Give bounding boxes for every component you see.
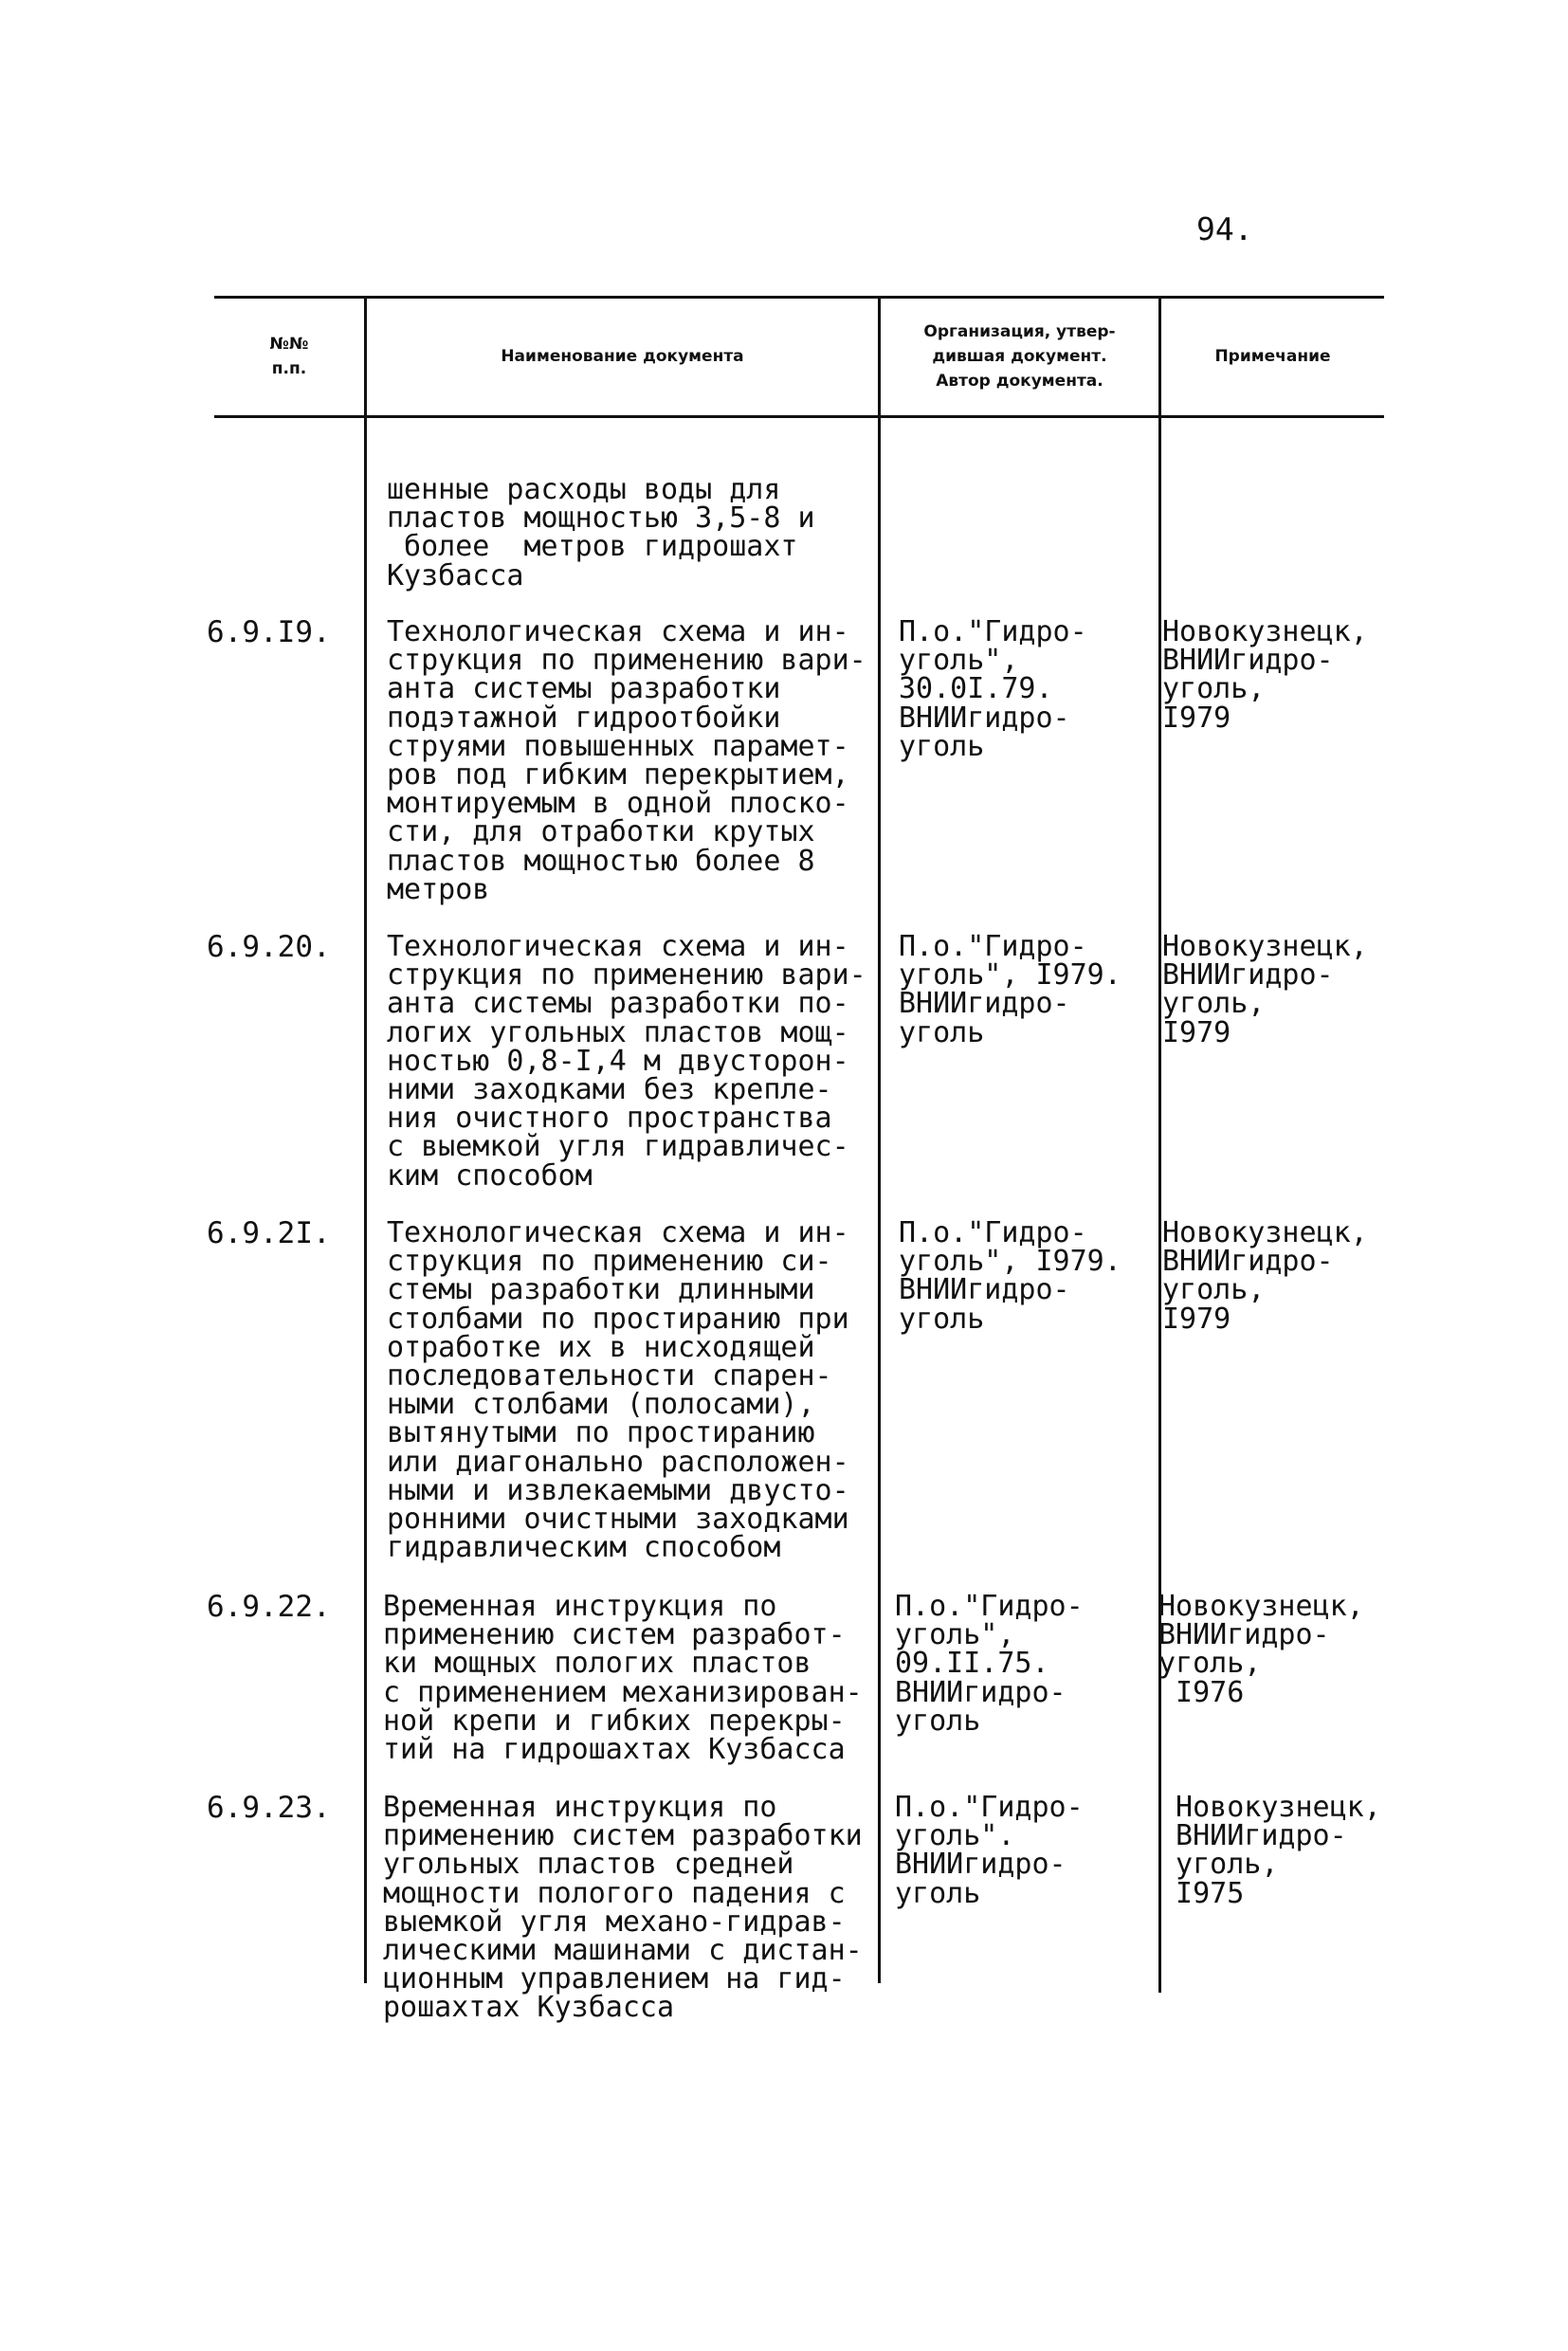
row-document-name: Технологическая схема и ин- струкция по применению си- стемы разработки длинными столбами по простиранию при отработке их в нисходящей последовательности спарен- ными столбами (полосами), вытянутыми по простиранию или диагонально расположен- ными и извлекаемыми двусто- ронними очистными заходками гидравлическим способом: [387, 1216, 849, 1565]
row-document-name: Временная инструкция по применению систем разработ- ки мощных пологих пластов с применением механизирован- ной крепи и гибких перекры- тий на гидрошахтах Кузбасса: [383, 1590, 863, 1767]
row-document-name: Временная инструкция по применению систем разработки угольных пластов средней мощности пологого падения с выемкой угля механо-гидрав- лическими машинами с дистан- ционным управлением на гид- рошахтах Кузбасса: [383, 1791, 863, 2025]
row-organization: П.о."Гидро- уголь". ВНИИгидро- уголь: [895, 1791, 1084, 1910]
row-note: Новокузнецк, ВНИИгидро- уголь, I975: [1176, 1791, 1381, 1910]
page-number: 94.: [1196, 210, 1253, 247]
header-number: №№ п.п.: [269, 335, 309, 378]
row-organization: П.о."Гидро- уголь", 30.0I.79. ВНИИгидро- уголь: [899, 615, 1087, 763]
header-document-name: Наименование документа: [501, 347, 744, 366]
row-organization: П.о."Гидро- уголь", 09.II.75. ВНИИгидро- уголь: [895, 1590, 1084, 1738]
row-note: Новокузнецк, ВНИИгидро- уголь, I979: [1162, 1216, 1368, 1336]
header-note: Примечание: [1214, 347, 1331, 366]
row-organization: П.о."Гидро- уголь", I979. ВНИИгидро- уголь: [899, 930, 1121, 1049]
row-document-name: Технологическая схема и ин- струкция по применению вари- анта системы разработки по- логих угольных пластов мощ- ностью 0,8-I,4 м двусторон- ними заходками без крепле- ния очистного пространства с выемкой угля гидравличес- ким способом: [387, 930, 866, 1193]
continuation-text: шенные расходы воды для пластов мощностью 3,5-8 и более метров гидрошахт Кузбасса: [387, 473, 815, 592]
row-number: 6.9.I9.: [207, 615, 331, 649]
row-organization: П.о."Гидро- уголь", I979. ВНИИгидро- уголь: [899, 1216, 1121, 1336]
column-divider-1: [364, 296, 367, 1983]
row-number: 6.9.20.: [207, 930, 331, 964]
row-note: Новокузнецк, ВНИИгидро- уголь, I979: [1162, 930, 1368, 1049]
row-number: 6.9.23.: [207, 1791, 331, 1825]
row-note: Новокузнецк, ВНИИгидро- уголь, I979: [1162, 615, 1368, 735]
column-divider-3: [1158, 296, 1161, 1993]
row-note: Новокузнецк, ВНИИгидро- уголь, I976: [1158, 1590, 1364, 1709]
row-number: 6.9.2I.: [207, 1216, 331, 1250]
header-organization: Организация, утвер- дившая документ. Автор документа.: [923, 322, 1116, 391]
row-document-name: Технологическая схема и ин- струкция по применению вари- анта системы разработки подэтажной гидроотбойки струями повышенных парамет- ров под гибким перекрытием, монтируемым в одной плоско- сти, для отработки крутых пластов мощностью более 8 метров: [387, 615, 866, 906]
row-number: 6.9.22.: [207, 1590, 331, 1624]
table-header-rule: [214, 415, 1384, 418]
